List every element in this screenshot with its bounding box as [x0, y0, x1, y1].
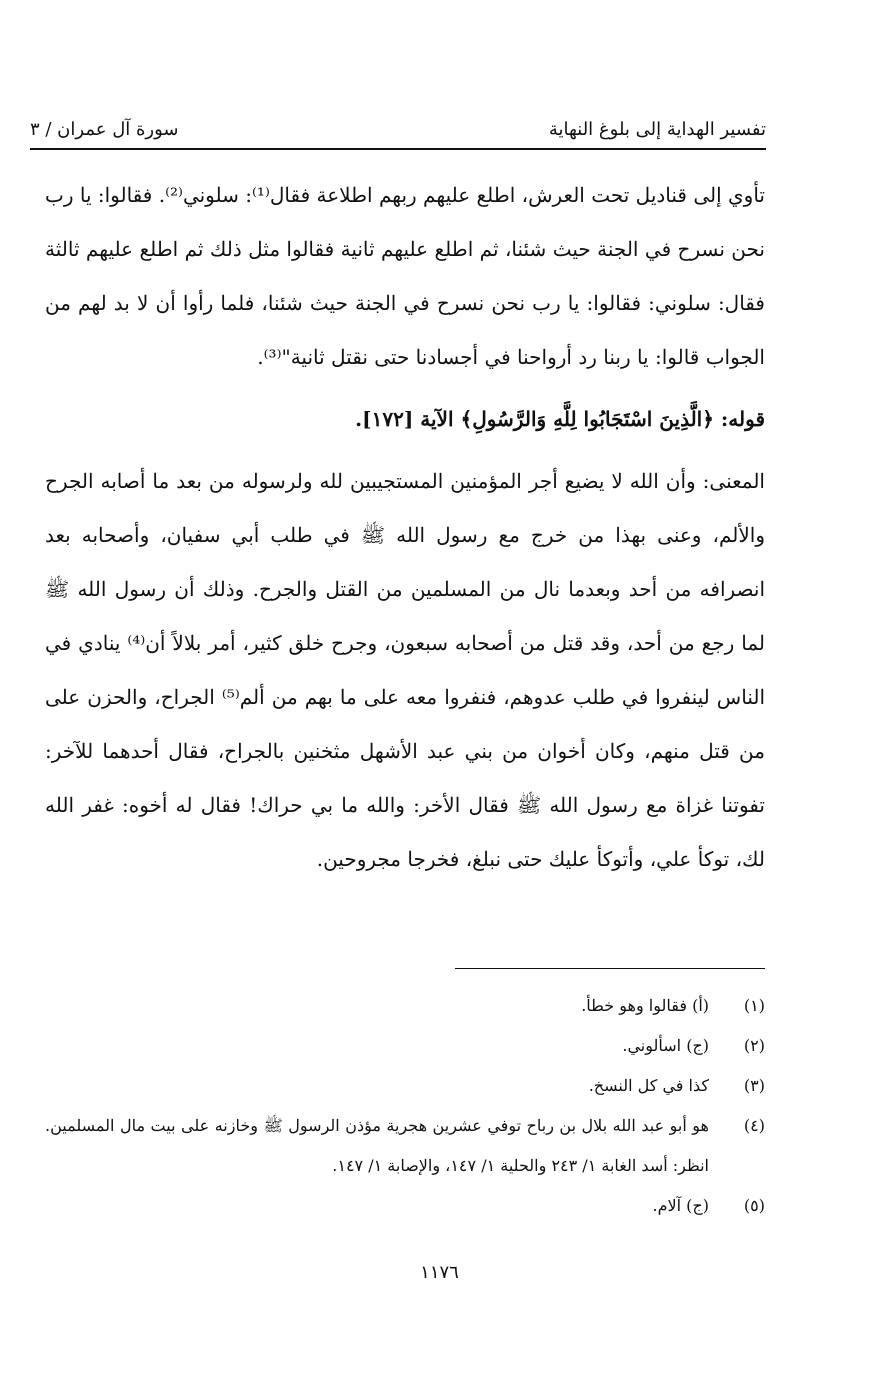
footnote-text: (ج) اسألوني. [622, 1036, 709, 1055]
paragraph-3: المعنى: وأن الله لا يضيع أجر المؤمنين المستجيبين لله ولرسوله من بعد ما أصابه الجرح والألم، وعنى بهذا من خرج مع رسول الله ﷺ في طلب أبي سفيان، وأصحابه بعد انصرافه من أحد وبعدما نال من المسلمين من القتل والجرح. وذلك أن رسول الله ﷺ لما رجع من أحد، وقد قتل من أصحابه سبعون، وجرح خلق كثير، أمر بلالاً أن⁽⁴⁾ ينادي في الناس لينفروا في طلب عدوهم، فنفروا معه على ما بهم من ألم⁽⁵⁾ الجراح، والحزن على من قتل منهم، وكان أخوان من بني عبد الأشهل مثخنين بالجراح، فقال أحدهما للآخر: تفوتنا غزاة مع رسول الله ﷺ فقال الأخر: والله ما بي حراك! فقال له أخوه: غفر الله لك، توكأ علي، وأتوكأ عليك حتى نبلغ، فخرجا مجروحين. [45, 469, 765, 871]
footnote-text: (ج) آلام. [652, 1196, 709, 1215]
footnote-number: (٥) [743, 1196, 765, 1215]
footnote-5 [45, 1186, 765, 1226]
footnote-number: (٣) [743, 1076, 765, 1095]
footnote-1 [45, 986, 765, 1026]
footnote-text: (أ) فقالوا وهو خطأ. [581, 996, 709, 1015]
footnotes [45, 986, 765, 1226]
footnote-number: (١) [743, 996, 765, 1015]
footnote-text: هو أبو عبد الله بلال بن رباح توفي عشرين هجرية مؤذن الرسول ﷺ وخازنه على بيت مال المسلمين. انظر: أسد الغابة ١/ ٢٤٣ والحلية ١/ ١٤٧، والإصابة ١/ ١٤٧. [45, 1116, 709, 1175]
book-title: تفسير الهداية إلى بلوغ النهاية [548, 119, 766, 140]
quran-verse-paragraph: قوله: ﴿الَّذِينَ اسْتَجَابُوا لِلَّهِ وَالرَّسُولِ﴾ الآية [١٧٢]. [355, 407, 765, 431]
paragraph-1: تأوي إلى قناديل تحت العرش، اطلع عليهم ربهم اطلاعة فقال⁽¹⁾: سلوني⁽²⁾. فقالوا: يا رب نحن نسرح في الجنة حيث شئنا، ثم اطلع عليهم ثانية فقالوا مثل ذلك ثم اطلع عليهم ثالثة فقال: سلوني: فقالوا: يا رب نحن نسرح في الجنة حيث شئنا، فلما رأوا أن لا بد لهم من الجواب قالوا: يا ربنا رد أرواحنا في أجسادنا حتى نقتل ثانية"⁽³⁾. [45, 183, 765, 369]
header-rule [30, 148, 766, 150]
footnote-number: (٤) [743, 1116, 765, 1135]
main-text [45, 168, 765, 886]
footnote-number: (٢) [743, 1036, 765, 1055]
footnote-text: كذا في كل النسخ. [588, 1076, 709, 1095]
footnote-4 [45, 1106, 765, 1186]
running-header [30, 100, 766, 140]
footnote-rule [455, 968, 765, 969]
surah-label: سورة آل عمران / ٣ [30, 119, 179, 140]
footnote-3 [45, 1066, 765, 1106]
footnote-2 [45, 1026, 765, 1066]
page-number: ١١٧٦ [420, 1262, 459, 1283]
